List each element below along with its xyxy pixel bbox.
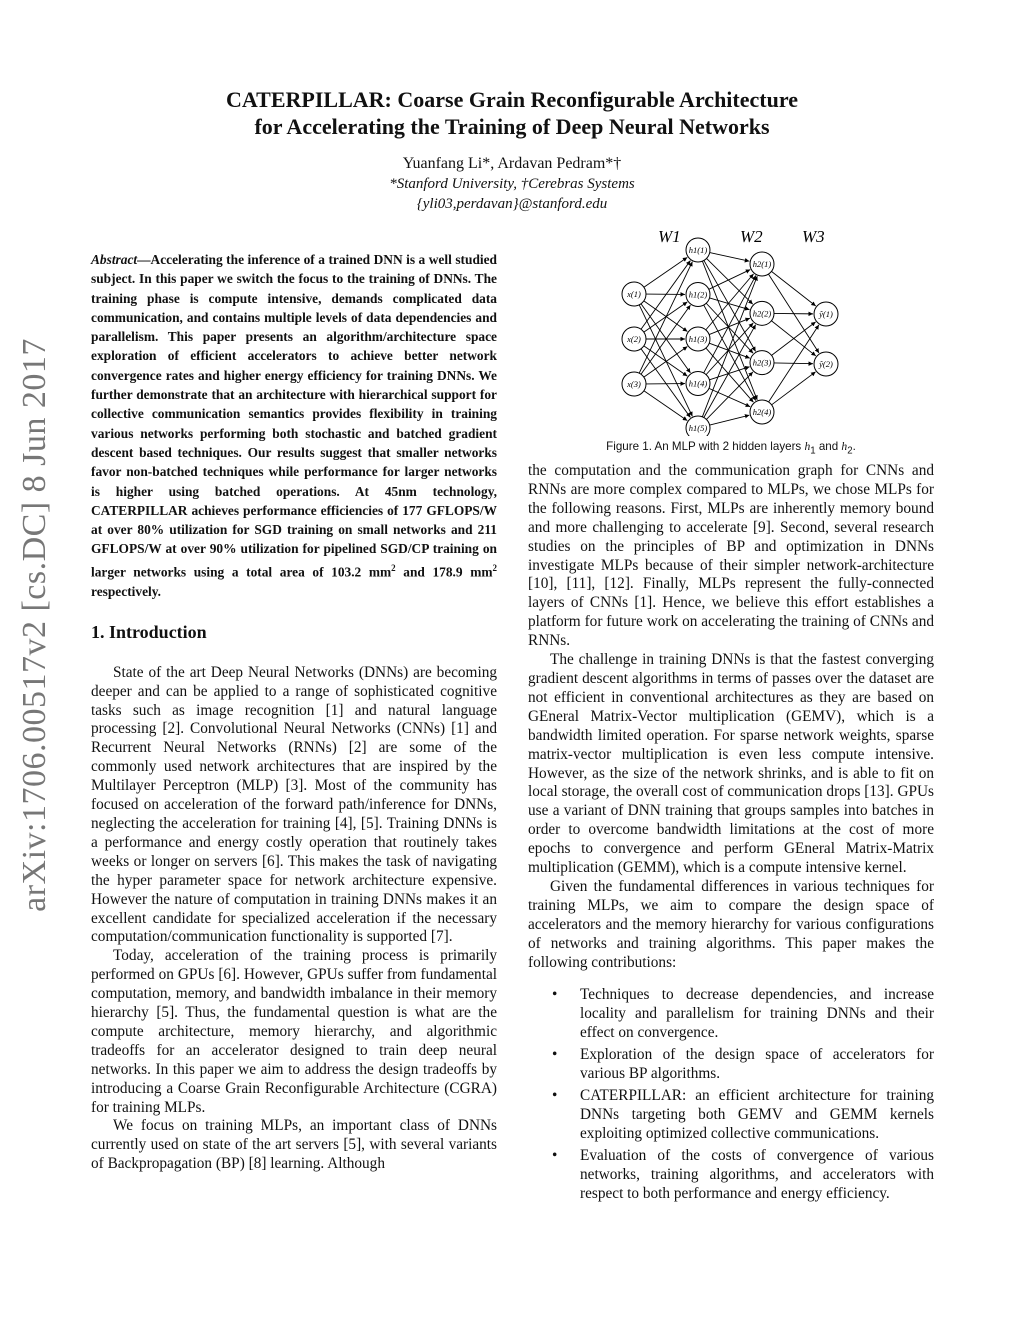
arxiv-id: arXiv:1706.00517v2 [cs.DC] 8 Jun 2017 [16, 338, 54, 912]
connection-arrow [641, 349, 690, 418]
connection-arrow [710, 253, 750, 262]
hidden1-node-label: h1(5) [688, 423, 708, 433]
connection-arrow [644, 257, 687, 287]
abstract-end: respectively. [91, 583, 162, 599]
contribution-item [528, 986, 934, 1043]
figure-1 [528, 222, 934, 456]
hidden2-node-label: h2(2) [752, 308, 772, 319]
arxiv-stamp [10, 250, 60, 1000]
hidden1-node-label: h1(2) [688, 289, 708, 300]
hidden1-node-label: h1(4) [688, 378, 708, 389]
authors: Yuanfang Li*, Ardavan Pedram*† [402, 155, 622, 172]
connection-arrow [639, 305, 692, 416]
section-heading-introduction: 1. Introduction [91, 621, 207, 642]
paper-title [100, 86, 924, 140]
caption-prefix: Figure 1. An MLP with 2 hidden layers [606, 440, 805, 453]
bullet: • [552, 1046, 558, 1064]
caption-and: and [815, 440, 842, 453]
unit-sup-1: 2 [391, 562, 396, 573]
mlp-diagram [612, 222, 856, 436]
abstract [91, 250, 497, 601]
caption-h2: h [841, 440, 848, 453]
contributions-list [528, 986, 934, 1203]
intro-paragraph-6: Given the fundamental differences in various techniques for training MLPs, we aim to compare the design space of accelerators and the memory hierarchy for various configurations of networks and training algorithms. This paper makes the following contributions: [528, 877, 934, 971]
connection-arrow [704, 325, 756, 418]
caption-h1-sub: 1 [810, 445, 816, 457]
contribution-text: Evaluation of the costs of convergence of various networks, training algorithms, and accelerators with respect to both performance and energy efficiency. [580, 1146, 934, 1202]
contribution-item [528, 1087, 934, 1144]
connection-arrow [704, 260, 756, 351]
contribution-text: Exploration of the design space of accelerators for various BP algorithms. [580, 1046, 934, 1083]
connection-arrow [641, 261, 690, 330]
unit-mm-2: mm [470, 564, 493, 580]
connection-arrow [644, 391, 687, 421]
connection-arrow [641, 304, 690, 373]
caption-h2-sub: 2 [847, 445, 853, 457]
connection-arrow [710, 298, 750, 310]
right-column [528, 462, 934, 1206]
intro-paragraph-2: Today, acceleration of the training process is primarily performed on GPUs [6]. However, GPUs suffer from fundamental computation, memory, and bandwidth imbalance in their memory hierarchy [5]. Thus, the fundamental question is what are the compute architecture, memory hierarchy, and algorithmic tradeoffs for an accelerator designed to train deep neural networks. In this paper we aim to address the design tradeoffs by introducing a Coarse Grain Reconfigurable Architecture (CGRA) for training MLPs. [91, 947, 497, 1116]
hidden2-node-label: h2(3) [752, 357, 772, 368]
weight-label: W1 [658, 227, 681, 246]
connection-arrow [772, 372, 816, 405]
title-line-1: CATERPILLAR: Coarse Grain Reconfigurable Architecture [226, 87, 798, 112]
caption-h1: h [804, 440, 811, 453]
intro-paragraph-1: State of the art Deep Neural Networks (DNNs) are becoming deeper and can be applied to a range of sophisticated cognitive tasks such as image recognition [1] and natural language processing [2]. Convolutional Neural Networks (CNNs) [1] and Recurrent Neural Networks (RNNs) [2] are some of the commonly used network architectures that are inspired by the Multilayer Perceptron (MLP) [3]. Most of the community has focused on acceleration of the forward path/inference for DNNs, neglecting the acceleration for training [4], [5]. Training DNNs is a performance and energy costly operation that routinely takes weeks or longer on servers [6]. This makes the task of navigating the hyper parameter space for network architecture expensive. However the nature of computation in training DNNs makes it an excellent candidate for specialized acceleration if the necessary computation/communication functionality is supported [7]. [91, 663, 497, 946]
connection-arrow [639, 262, 692, 373]
left-column [91, 250, 497, 1174]
contribution-item [528, 1147, 934, 1204]
caption-end: . [852, 440, 856, 453]
input-node-label: x(3) [627, 379, 641, 389]
connection-arrow [704, 275, 756, 372]
connection-arrow [710, 415, 750, 425]
bullet: • [552, 1087, 558, 1104]
input-node-label: x(1) [627, 289, 641, 299]
hidden2-node-label: h2(1) [752, 259, 772, 269]
abstract-and: and 178.9 [395, 564, 471, 580]
title-line-2: for Accelerating the Training of Deep Neural Networks [254, 114, 770, 139]
connection-arrow [707, 258, 753, 304]
bullet: • [552, 986, 558, 1004]
title-block [100, 86, 924, 214]
intro-paragraph-4: the computation and the communication graph for CNNs and RNNs are more complex compared to MLPs, we chose MLPs for the following reasons. First, MLPs are inherently memory bound and more challenging to accelerate [9]. Second, several research studies on the principles of BP and optimization in DNNs investigate MLPs because of their simpler network-architecture [10], [11], [12]. Finally, MLPs represent the fully-connected layers of CNNs [1]. Hence, we believe this effort establishes a platform for future work on accelerating the training of CNNs and RNNs. [528, 462, 934, 650]
intro-paragraph-3: We focus on training MLPs, an important class of DNNs currently used on state of the art servers [5], with several variants of Backpropagation (BP) [8] learning. Although [91, 1117, 497, 1173]
connection-arrow [641, 305, 690, 374]
connection-arrow [706, 274, 754, 330]
bullet: • [552, 1146, 558, 1164]
hidden1-node-label: h1(1) [688, 245, 708, 255]
figure-caption [528, 440, 934, 456]
email: {yli03,perdavan}@stanford.edu [416, 196, 608, 212]
input-node-label: x(2) [627, 334, 641, 344]
weight-label: W2 [740, 227, 763, 246]
output-node-label: ŷ(2) [819, 359, 833, 369]
contribution-item [528, 1046, 934, 1084]
abstract-text: —Accelerating the inference of a trained DNN is a well studied subject. In this paper we switch the focus to the training of DNNs. The training phase is compute intensive, demands complicated data communication, and contains multiple levels of data dependencies and parallelism. This paper presents an algorithm/architecture space exploration of efficient accelerators to achieve better network convergence rates and higher energy efficiency for training DNNs. We further demonstrate that an architecture with hierarchical support for collective communication semantics provides flexibility in training various networks performing both stochastic and batched gradient descent based techniques. Our results suggest that smaller networks favor non-batched techniques while performance for larger networks is higher using batched operations. At 45nm technology, CATERPILLAR achieves performance efficiencies of 177 GFLOPS/W at over 80% utilization for SGD training on small networks and 211 GFLOPS/W at over 90% utilization for pipelined SGD/CP training on larger networks using a total area of 103.2 [91, 252, 497, 580]
abstract-label: Abstract [91, 252, 138, 267]
unit-mm-1: mm [368, 564, 392, 580]
output-node-label: ŷ(1) [819, 309, 833, 319]
contribution-text: CATERPILLAR: an efficient architecture for training DNNs targeting both GEMV and GEMM kernels exploiting optimized collective communications. [580, 1087, 934, 1142]
affiliation: *Stanford University, †Cerebras Systems [389, 176, 635, 192]
contribution-text: Techniques to decrease dependencies, and increase locality and parallelism for training DNNs and their effect on convergence. [580, 986, 934, 1042]
unit-sup-2: 2 [492, 562, 497, 573]
weight-label: W3 [802, 227, 825, 246]
connection-arrow [706, 372, 753, 419]
hidden1-node-label: h1(3) [688, 334, 708, 344]
intro-paragraph-5: The challenge in training DNNs is that the fastest converging gradient descent algorithms in terms of passes over the dataset are not efficient in conventional architectures as they are based on GEneral Matrix-Vector multiplication (GEMV), which is a bandwidth limited operation. For sparse network weights, sparse matrix-vector multiplication is even less compute intensive. However, as the size of the network shrinks, and is able to fit on local storage, the overall cost of communication drops [13]. GPUs use a variant of DNN training that groups samples into batches in order to overcome bandwidth limitations at the cost of more epochs to convergence and perform GEneral Matrix-Matrix multiplication (GEMM), which is a compute intensive kernel. [528, 651, 934, 877]
hidden2-node-label: h2(4) [752, 407, 772, 417]
